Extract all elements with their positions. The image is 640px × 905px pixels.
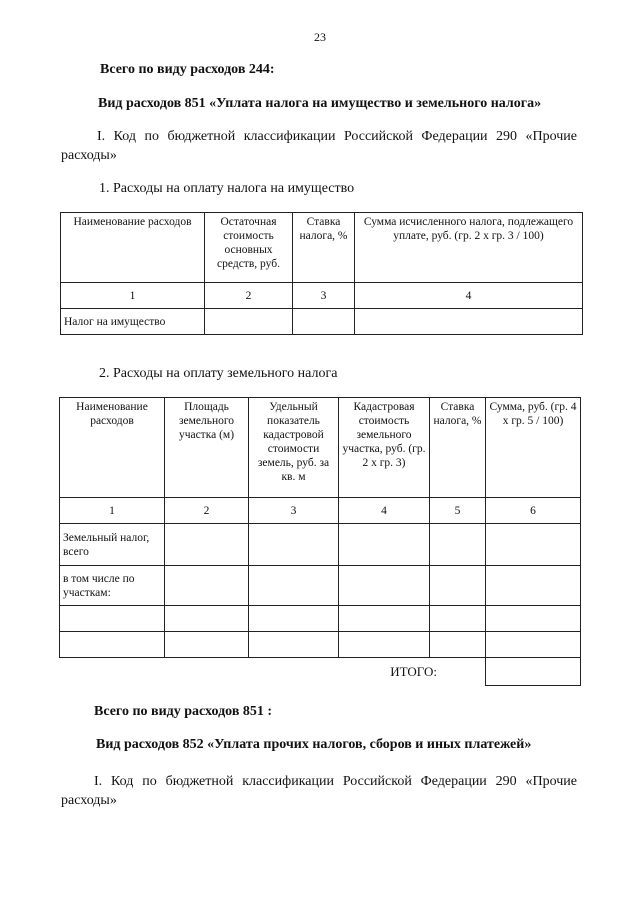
table-row — [60, 524, 581, 566]
property-tax-table — [60, 212, 583, 335]
table-header-cell: Удельный показатель кадастровой стоимости земель, руб. за кв. м — [249, 398, 339, 498]
table-cell — [165, 566, 249, 606]
vid-851-title: Вид расходов 851 «Уплата налога на имущество и земельного налога» — [98, 96, 542, 111]
code-paragraph-2: I. Код по бюджетной классификации Российской Федерации 290 «Прочие расходы» — [61, 774, 577, 808]
itogo-value-cell — [486, 658, 581, 686]
column-number: 4 — [339, 498, 430, 524]
table-cell — [339, 566, 430, 606]
table-cell — [165, 524, 249, 566]
column-number: 5 — [430, 498, 486, 524]
table-row — [61, 309, 583, 335]
row-label: Земельный налог, всего — [60, 524, 165, 566]
table-cell — [249, 566, 339, 606]
table-header-cell: Сумма, руб. (гр. 4 х гр. 5 / 100) — [486, 398, 581, 498]
column-number: 2 — [165, 498, 249, 524]
table-cell — [486, 632, 581, 658]
table-header-cell: Наименование расходов — [60, 398, 165, 498]
table-cell — [486, 606, 581, 632]
table-cell — [165, 632, 249, 658]
table-row — [60, 632, 581, 658]
table-header-row — [60, 398, 581, 498]
column-number: 1 — [61, 283, 205, 309]
total-244-heading: Всего по виду расходов 244: — [100, 62, 275, 77]
table-header-cell: Остаточная стоимость основных средств, руб. — [205, 213, 293, 283]
table-number-row — [60, 498, 581, 524]
column-number: 4 — [355, 283, 583, 309]
table-cell — [486, 524, 581, 566]
table-cell — [293, 309, 355, 335]
table-cell — [60, 632, 165, 658]
table-header-cell: Кадастровая стоимость земельного участка, руб. (гр. 2 х гр. 3) — [339, 398, 430, 498]
table-cell — [430, 524, 486, 566]
section-2-title: 2. Расходы на оплату земельного налога — [99, 366, 338, 381]
table-header-cell: Сумма исчисленного налога, подлежащего уплате, руб. (гр. 2 х гр. 3 / 100) — [355, 213, 583, 283]
column-number: 2 — [205, 283, 293, 309]
code-paragraph-1: I. Код по бюджетной классификации Российской Федерации 290 «Прочие расходы» — [61, 129, 577, 163]
total-851-heading: Всего по виду расходов 851 : — [94, 704, 273, 719]
itogo-label: ИТОГО: — [390, 663, 437, 679]
section-1-title: 1. Расходы на оплату налога на имущество — [99, 181, 355, 196]
table-header-cell: Ставка налога, % — [430, 398, 486, 498]
table-cell — [430, 632, 486, 658]
table-cell — [339, 606, 430, 632]
table-header-cell: Площадь земельного участка (м) — [165, 398, 249, 498]
column-number: 3 — [249, 498, 339, 524]
vid-852-title: Вид расходов 852 «Уплата прочих налогов, сборов и иных платежей» — [96, 737, 532, 752]
column-number: 1 — [60, 498, 165, 524]
table-cell — [339, 632, 430, 658]
table-header-cell: Наименование расходов — [61, 213, 205, 283]
table-cell — [249, 632, 339, 658]
row-label: Налог на имущество — [61, 309, 205, 335]
column-number: 3 — [293, 283, 355, 309]
table-cell — [165, 606, 249, 632]
table-header-cell: Ставка налога, % — [293, 213, 355, 283]
table-cell — [430, 606, 486, 632]
table-cell — [430, 566, 486, 606]
page-number: 23 — [314, 30, 326, 44]
table-cell — [249, 606, 339, 632]
row-label: в том числе по участкам: — [60, 566, 165, 606]
column-number: 6 — [486, 498, 581, 524]
table-cell — [249, 524, 339, 566]
table-cell — [60, 606, 165, 632]
table-cell — [486, 566, 581, 606]
table-cell — [205, 309, 293, 335]
itogo-row — [60, 658, 581, 686]
land-tax-table — [59, 397, 581, 686]
table-number-row — [61, 283, 583, 309]
table-row — [60, 606, 581, 632]
table-header-row — [61, 213, 583, 283]
table-cell — [355, 309, 583, 335]
table-row — [60, 566, 581, 606]
table-cell — [339, 524, 430, 566]
